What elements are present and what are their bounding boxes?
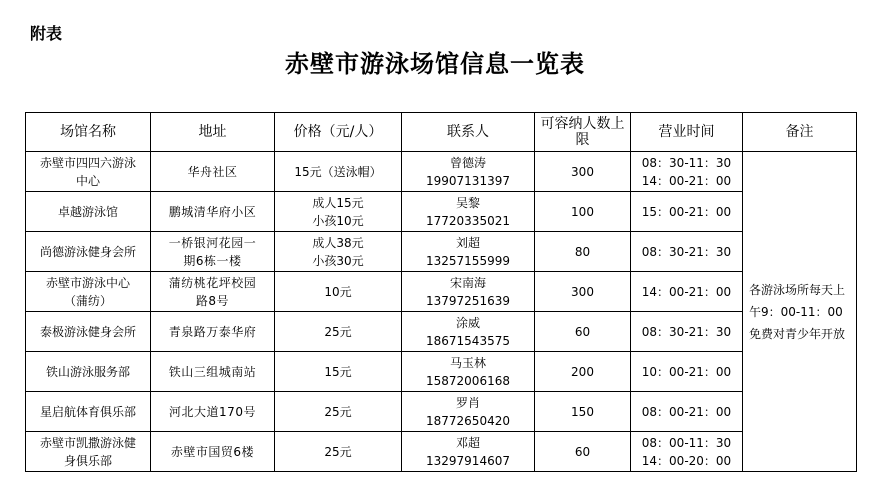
column-header-price: 价格（元/人） — [275, 113, 402, 152]
business-hours-cell-line: 08：30-21：30 — [641, 324, 732, 339]
venue-name-cell-line: 赤壁市四四六游泳 — [39, 155, 136, 170]
business-hours-cell-line: 08：00-21：00 — [641, 404, 732, 419]
contact-cell-line: 罗肖 — [455, 395, 480, 410]
business-hours-cell-line: 08：30-21：30 — [641, 244, 732, 259]
business-hours-cell-line: 14：00-21：00 — [641, 284, 732, 299]
contact-cell — [402, 432, 535, 472]
contact-cell-line: 17720335021 — [426, 213, 510, 228]
venue-name-cell-line: 赤壁市凯撒游泳健 — [39, 435, 136, 450]
contact-cell-line: 13797251639 — [426, 293, 510, 308]
address-cell — [151, 432, 275, 472]
column-header-contact: 联系人 — [402, 113, 535, 152]
business-hours-cell — [631, 312, 743, 352]
address-cell-line: 鹏城清华府小区 — [168, 204, 257, 219]
venue-name-cell-line: 卓越游泳馆 — [57, 204, 118, 219]
business-hours-cell — [631, 272, 743, 312]
address-cell-line: 期6栋一楼 — [183, 253, 242, 268]
business-hours-cell-line: 10：00-21：00 — [641, 364, 732, 379]
price-cell-line: 15元 — [324, 364, 352, 379]
venue-name-cell — [26, 152, 151, 192]
contact-cell-line: 涂威 — [455, 315, 480, 330]
price-cell — [275, 432, 402, 472]
price-cell-line: 小孩10元 — [312, 213, 364, 228]
address-cell — [151, 392, 275, 432]
venue-name-cell-line: 铁山游泳服务部 — [45, 364, 130, 379]
contact-cell-line: 18772650420 — [426, 413, 510, 428]
contact-cell-line: 18671543575 — [426, 333, 510, 348]
capacity-cell: 60 — [535, 432, 631, 472]
contact-cell — [402, 192, 535, 232]
address-cell-line: 蒲纺桃花坪校园 — [168, 275, 257, 290]
contact-cell-line: 曾德涛 — [449, 155, 486, 170]
venue-name-cell — [26, 432, 151, 472]
address-cell-line: 赤壁市国贸6楼 — [170, 444, 255, 459]
business-hours-cell — [631, 432, 743, 472]
table-header-row — [26, 113, 857, 152]
table-row — [26, 192, 857, 232]
contact-cell — [402, 352, 535, 392]
contact-cell-line: 吴黎 — [455, 195, 480, 210]
column-header-business-hours: 营业时间 — [631, 113, 743, 152]
address-cell — [151, 192, 275, 232]
price-cell — [275, 312, 402, 352]
price-cell-line: 10元 — [324, 284, 352, 299]
business-hours-cell — [631, 232, 743, 272]
venue-name-cell-line: 身俱乐部 — [63, 453, 112, 468]
table-row — [26, 432, 857, 472]
business-hours-cell-line: 08：30-11：30 — [641, 155, 732, 170]
remarks-cell: 各游泳场所每天上午9：00-11：00免费对青少年开放 — [743, 152, 857, 472]
price-cell — [275, 152, 402, 192]
capacity-cell: 200 — [535, 352, 631, 392]
venue-name-cell — [26, 312, 151, 352]
venue-name-cell-line: （蒲纺） — [63, 293, 112, 308]
contact-cell-line: 马玉林 — [449, 355, 486, 370]
table-row — [26, 312, 857, 352]
address-cell-line: 青泉路万泰华府 — [168, 324, 257, 339]
table-body — [26, 152, 857, 472]
price-cell-line: 成人15元 — [312, 195, 364, 210]
price-cell-line: 25元 — [324, 404, 352, 419]
capacity-cell: 100 — [535, 192, 631, 232]
business-hours-cell-line: 08：00-11：30 — [641, 435, 732, 450]
contact-cell-line: 13257155999 — [426, 253, 510, 268]
price-cell — [275, 392, 402, 432]
page-title: 赤壁市游泳场馆信息一览表 — [285, 49, 585, 78]
business-hours-cell — [631, 352, 743, 392]
business-hours-cell — [631, 152, 743, 192]
capacity-cell: 300 — [535, 272, 631, 312]
contact-cell — [402, 312, 535, 352]
address-cell-line: 一桥银河花园一 — [168, 235, 257, 250]
price-cell-line: 25元 — [324, 444, 352, 459]
appendix-label: 附表 — [30, 24, 63, 43]
business-hours-cell-line: 14：00-20：00 — [641, 453, 732, 468]
address-cell — [151, 352, 275, 392]
price-cell — [275, 272, 402, 312]
address-cell — [151, 312, 275, 352]
business-hours-cell — [631, 192, 743, 232]
address-cell-line: 路8号 — [195, 293, 230, 308]
venue-name-cell — [26, 352, 151, 392]
address-cell-line: 华舟社区 — [187, 164, 238, 179]
table-row — [26, 232, 857, 272]
venue-name-cell-line: 中心 — [75, 173, 100, 188]
capacity-cell: 80 — [535, 232, 631, 272]
venue-name-cell-line: 赤壁市游泳中心 — [45, 275, 130, 290]
contact-cell-line: 15872006168 — [426, 373, 510, 388]
price-cell-line: 小孩30元 — [312, 253, 364, 268]
contact-cell-line: 邓超 — [455, 435, 480, 450]
table-row — [26, 352, 857, 392]
table-row — [26, 392, 857, 432]
contact-cell-line: 宋南海 — [449, 275, 486, 290]
contact-cell-line: 19907131397 — [426, 173, 510, 188]
price-cell — [275, 232, 402, 272]
price-cell-line: 成人38元 — [312, 235, 364, 250]
contact-cell-line: 刘超 — [455, 235, 480, 250]
address-cell-line: 河北大道170号 — [169, 404, 256, 419]
price-cell-line: 15元（送泳帽） — [294, 164, 382, 179]
capacity-cell: 300 — [535, 152, 631, 192]
capacity-cell: 60 — [535, 312, 631, 352]
venue-name-cell — [26, 392, 151, 432]
venue-name-cell-line: 星启航体育俱乐部 — [39, 404, 136, 419]
business-hours-cell — [631, 392, 743, 432]
contact-cell — [402, 272, 535, 312]
column-header-venue-name: 场馆名称 — [26, 113, 151, 152]
address-cell — [151, 232, 275, 272]
contact-cell — [402, 152, 535, 192]
venue-name-cell — [26, 272, 151, 312]
address-cell — [151, 272, 275, 312]
price-cell-line: 25元 — [324, 324, 352, 339]
contact-cell — [402, 392, 535, 432]
address-cell — [151, 152, 275, 192]
venue-info-table — [25, 112, 857, 472]
contact-cell-line: 13297914607 — [426, 453, 510, 468]
table-row — [26, 272, 857, 312]
business-hours-cell-line: 14：00-21：00 — [641, 173, 732, 188]
contact-cell — [402, 232, 535, 272]
business-hours-cell-line: 15：00-21：00 — [641, 204, 732, 219]
venue-name-cell — [26, 192, 151, 232]
venue-name-cell-line: 泰极游泳健身会所 — [39, 324, 136, 339]
venue-name-cell-line: 尚德游泳健身会所 — [39, 244, 136, 259]
column-header-capacity: 可容纳人数上限 — [535, 113, 631, 152]
table-row — [26, 152, 857, 192]
capacity-cell: 150 — [535, 392, 631, 432]
column-header-address: 地址 — [151, 113, 275, 152]
address-cell-line: 铁山三组城南站 — [168, 364, 257, 379]
price-cell — [275, 352, 402, 392]
column-header-remarks: 备注 — [743, 113, 857, 152]
price-cell — [275, 192, 402, 232]
venue-name-cell — [26, 232, 151, 272]
